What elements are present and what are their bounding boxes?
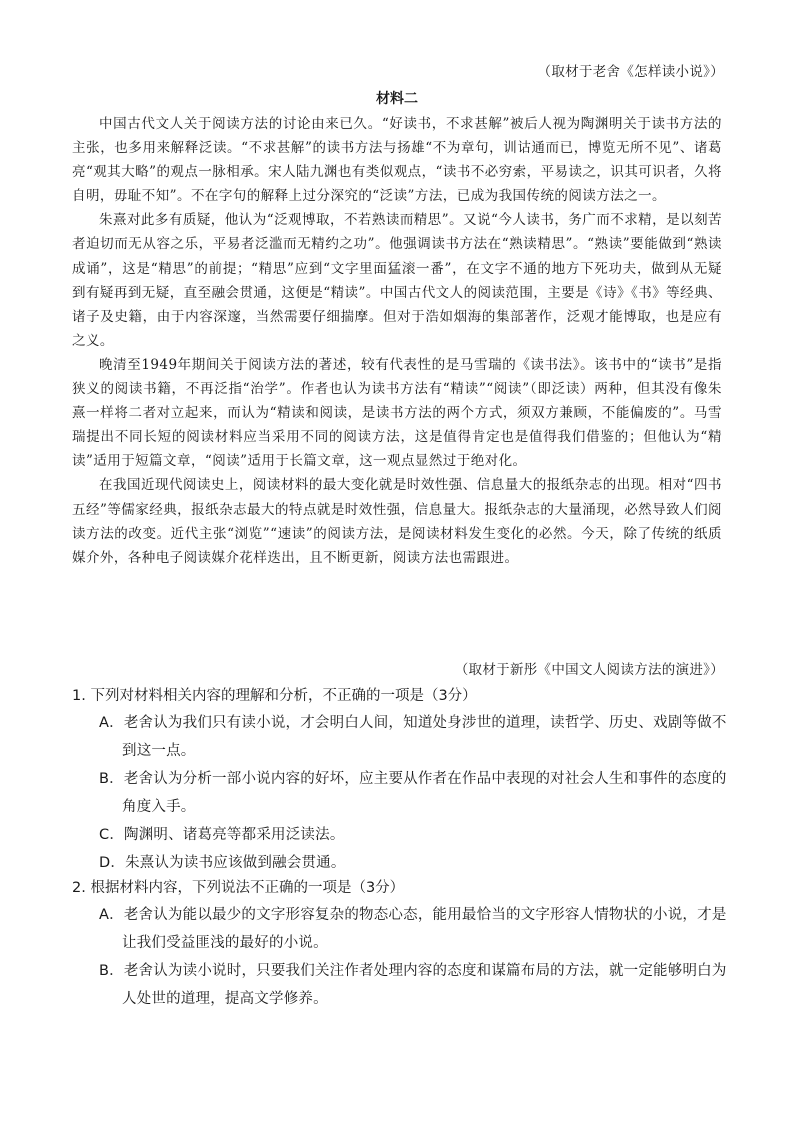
source-citation-top: （取材于老舍《怎样读小说》） xyxy=(537,64,724,80)
option-c: C．陶渊明、诸葛亮等都采用泛读法。 xyxy=(99,827,345,843)
material-text xyxy=(72,112,722,570)
question-1 xyxy=(72,683,732,877)
option-b: B．老舍认为读小说时，只要我们关注作者处理内容的态度和谋篇布局的方法，就一定能够明白为人处世的道理，提高文学修养。 xyxy=(99,963,727,1007)
paragraph-4: 在我国近现代阅读史上，阅读材料的最大变化就是时效性强、信息量大的报纸杂志的出现。相对“四书五经”等儒家经典，报纸杂志最大的特点就是时效性强，信息量大。报纸杂志的大量涌现，必然导致人们阅读方法的改变。近代主张“浏览”“速读”的阅读方法，是阅读材料发生变化的必然。今天，除了传统的纸质媒介外，各种电子阅读媒介花样迭出，且不断更新，阅读方法也需跟进。 xyxy=(72,477,722,566)
paragraph-1: 中国古代文人关于阅读方法的讨论由来已久。“好读书，不求甚解”被后人视为陶渊明关于读书方法的主张，也多用来解释泛读。“不求甚解”的读书方法与扬雄“不为章句，训诂通而已，博览无所不见”、诸葛亮“观其大略”的观点一脉相承。宋人陆九渊也有类似观点，“读书不必穷索，平易读之，识其可识者，久将自明，毋耻不知”。不在字句的解释上过分深究的“泛读”方法，已成为我国传统的阅读方法之一。 xyxy=(72,116,722,205)
source-citation-bottom: （取材于新彤《中国文人阅读方法的演进》） xyxy=(454,662,724,678)
paragraph-3: 晚清至1949年期间关于阅读方法的著述，较有代表性的是马雪瑞的《读书法》。该书中的“读书”是指狭义的阅读书籍，不再泛指“治学”。作者也认为读书方法有“精读”“阅读”（即泛读）两种，但其没有像朱熹一样将二者对立起来，而认为“精读和阅读，是读书方法的两个方式，须双方兼顾，不能偏废的”。马雪瑞提出不同长短的阅读材料应当采用不同的阅读方法，这是值得肯定也是值得我们借鉴的；但他认为“精读”适用于短篇文章，“阅读”适用于长篇文章，这一观点显然过于绝对化。 xyxy=(72,356,722,470)
material-title: 材料二 xyxy=(376,91,418,107)
question-stem: 1. 下列对材料相关内容的理解和分析，不正确的一项是（3分） xyxy=(72,688,477,704)
paragraph-2: 朱熹对此多有质疑，他认为“泛观博取，不若熟读而精思”。又说“今人读书，务广而不求精，是以刻苦者迫切而无从容之乐，平易者泛滥而无精约之功”。他强调读书方法在“熟读精思”。“熟读”要能做到“熟读成诵”，这是“精思”的前提；“精思”应到“文字里面猛滚一番”，在文字不通的地方下死功夫，做到从无疑到有疑再到无疑，直至融会贯通，这便是“精读”。中国古代文人的阅读范围，主要是《诗》《书》等经典、诸子及史籍，由于内容深邃，当然需要仔细揣摩。但对于浩如烟海的集部著作，泛观才能博取，也是应有之义。 xyxy=(72,212,722,349)
option-a: A．老舍认为我们只有读小说，才会明白人间，知道处身涉世的道理，读哲学、历史、戏剧等做不到这一点。 xyxy=(99,715,727,759)
option-b: B．老舍认为分析一部小说内容的好坏，应主要从作者在作品中表现的对社会人生和事件的态度的角度入手。 xyxy=(99,771,727,815)
question-stem: 2. 根据材料内容，下列说法不正确的一项是（3分） xyxy=(72,880,405,896)
option-a: A．老舍认为能以最少的文字形容复杂的物态心态，能用最恰当的文字形容人情物状的小说，才是让我们受益匪浅的最好的小说。 xyxy=(99,907,727,951)
option-d: D．朱熹认为读书应该做到融会贯通。 xyxy=(99,855,346,871)
question-2 xyxy=(72,875,732,1013)
